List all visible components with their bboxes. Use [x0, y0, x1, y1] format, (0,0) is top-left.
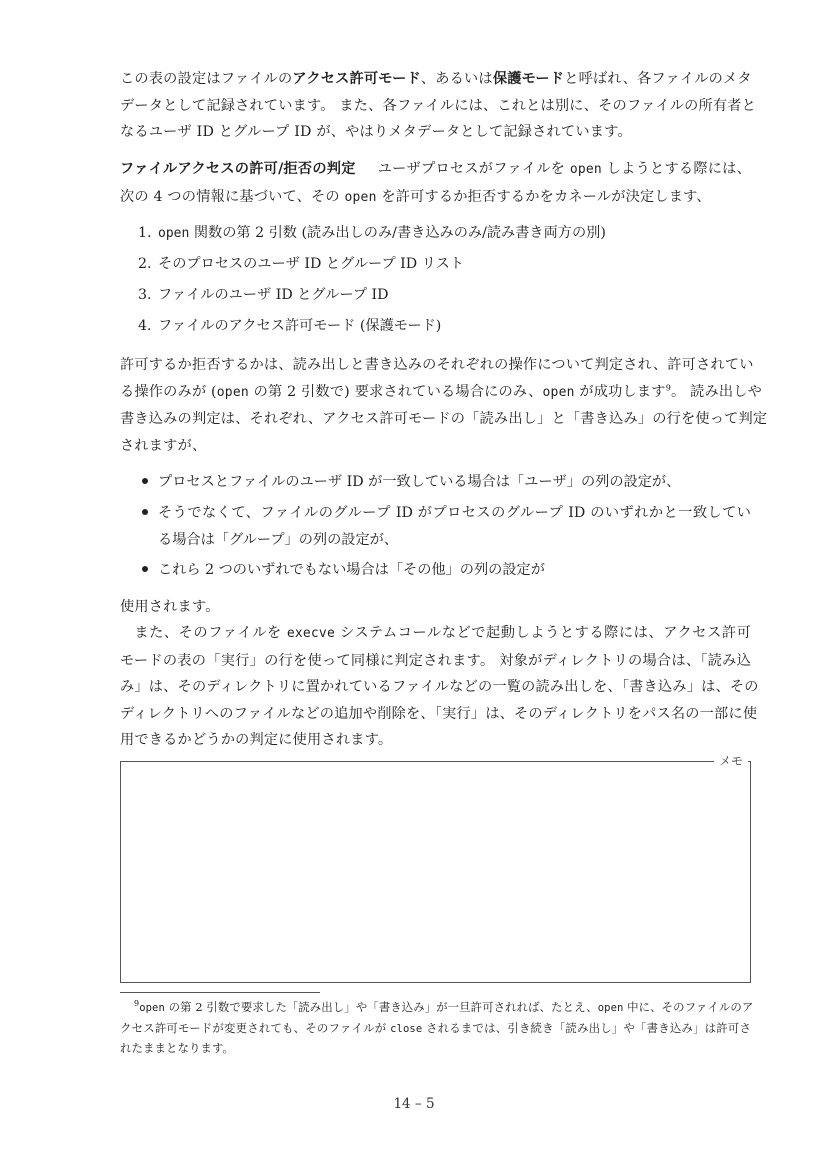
text-line: ディレクトリへのファイルなどの追加や削除を、「実行」は、そのディレクトリをパス名の一部に使 — [120, 705, 758, 722]
text: 中に、そのファイルのア — [623, 1000, 754, 1014]
code-open: open — [158, 226, 190, 241]
text-line — [120, 379, 763, 407]
text: 次の 4 つの情報に基づいて、その — [120, 188, 345, 205]
text-line — [120, 1019, 751, 1040]
text-line: み」は、そのディレクトリに置かれているファイルなどの一覧の読み出しを、「書き込み」は、その — [120, 679, 759, 695]
memo-box[interactable] — [120, 754, 751, 983]
section-heading: ファイルアクセスの許可/拒否の判定 — [120, 161, 356, 177]
text-line — [120, 620, 751, 648]
footnote-reference[interactable]: 9 — [665, 382, 671, 392]
list-item — [138, 284, 389, 304]
text: この表の設定はファイルの — [120, 71, 293, 87]
text-line: る場合は「グループ」の列の設定が、 — [158, 531, 399, 548]
footnote — [120, 998, 754, 1059]
text: の第 2 引数で) 要求されている場合にのみ、 — [248, 383, 543, 400]
text-line: 使用されます。 — [120, 599, 220, 615]
text-line: そうでなくて、ファイルのグループ ID がプロセスのグループ ID のいずれかと一致してい — [158, 505, 751, 521]
code-open: open — [139, 1002, 165, 1014]
text-line: れたままとなります。 — [120, 1041, 234, 1055]
text-line: モードの表の「実行」の行を使って同様に判定されます。 対象がディレクトリの場合は、「読み込 — [120, 652, 751, 669]
paragraph-permission-result — [120, 352, 768, 459]
text: る操作のみが ( — [120, 383, 217, 400]
term-protection-mode: 保護モード — [492, 71, 565, 87]
list-number: 1. — [138, 225, 152, 241]
text-line: 用できるかどうかの判定に使用されます。 — [120, 732, 393, 748]
text-line: 許可するか拒否するかは、読み出しと書き込みのそれぞれの操作について判定され、許可されてい — [120, 357, 754, 373]
text-line — [120, 998, 754, 1019]
text-line: これら 2 つのいずれでもない場合は「その他」の列の設定が — [158, 562, 545, 578]
paragraph-execute — [120, 620, 759, 754]
code-execve: execve — [286, 626, 335, 641]
code-open: open — [597, 1002, 624, 1014]
list-item — [138, 222, 606, 242]
text: を許可するか拒否するかをカネールが決定します、 — [376, 188, 711, 205]
list-number: 4. — [138, 318, 152, 334]
list-item — [138, 315, 441, 335]
text: 、あるいは — [420, 71, 493, 87]
text-line: されますが、 — [120, 437, 207, 454]
text-line: 書き込みの判定は、それぞれ、アクセス許可モードの「読み出し」と「書き込み」の行を使って判定 — [120, 411, 768, 427]
text-line — [120, 184, 751, 212]
text-line — [120, 156, 751, 184]
bullet-icon — [142, 478, 148, 484]
footnote-mark: 9 — [134, 999, 140, 1009]
paragraph-access-judgement — [120, 156, 751, 211]
code-close: close — [390, 1022, 423, 1035]
text: されるまでは、引き続き「読み出し」や「書き込み」は許可さ — [422, 1020, 751, 1035]
term-access-mode: アクセス許可モード — [292, 71, 421, 87]
list-text: ファイルのアクセス許可モード (保護モード) — [158, 318, 442, 334]
text-line — [120, 66, 751, 93]
text: クセス許可モードが変更されても、そのファイルが — [120, 1020, 391, 1035]
paragraph-used — [120, 594, 751, 621]
list-text — [158, 469, 751, 496]
text-line: なるユーザ ID とグループ ID が、やはりメタデータとして記録されています。 — [120, 124, 632, 140]
text: システムコールなどで起動しようとする際には、アクセス許可 — [335, 625, 751, 641]
page-number: 14 – 5 — [393, 1096, 435, 1112]
bullet-icon — [142, 566, 148, 572]
list-text — [158, 557, 751, 584]
text: また、そのファイルを — [134, 625, 287, 641]
text: が成功します — [574, 383, 666, 400]
code-open: open — [344, 189, 377, 205]
list-text: ファイルのユーザ ID とグループ ID — [158, 287, 389, 303]
text-line: データとして記録されています。 また、各ファイルには、これとは別に、そのファイルの所有者と — [120, 97, 757, 114]
list-item — [138, 253, 464, 273]
list-number: 2. — [138, 256, 152, 272]
list-text — [158, 500, 751, 553]
text: の第 2 引数で要求した「読み出し」や「書き込み」が一旦許可されれば、たとえ、 — [164, 1000, 598, 1014]
list-text: 関数の第 2 引数 (読み出しのみ/書き込みのみ/読み書き両方の別) — [189, 225, 606, 241]
paragraph-protection-mode — [120, 66, 757, 146]
code-open: open — [542, 384, 575, 400]
text: と呼ばれ、各ファイルのメタ — [564, 71, 752, 87]
text: しようとする際には、 — [601, 161, 752, 177]
memo-label: メモ — [714, 752, 748, 770]
list-text: そのプロセスのユーザ ID とグループ ID リスト — [158, 256, 464, 272]
text-line: プロセスとファイルのユーザ ID が一致している場合は「ユーザ」の列の設定が、 — [158, 474, 681, 490]
text: ユーザプロセスがファイルを — [377, 161, 570, 177]
code-open: open — [216, 384, 249, 400]
code-open: open — [569, 162, 602, 177]
footnote-rule — [120, 992, 320, 993]
bullet-icon — [142, 509, 148, 515]
text: 。 読み出しや — [670, 383, 763, 400]
list-number: 3. — [138, 287, 152, 303]
